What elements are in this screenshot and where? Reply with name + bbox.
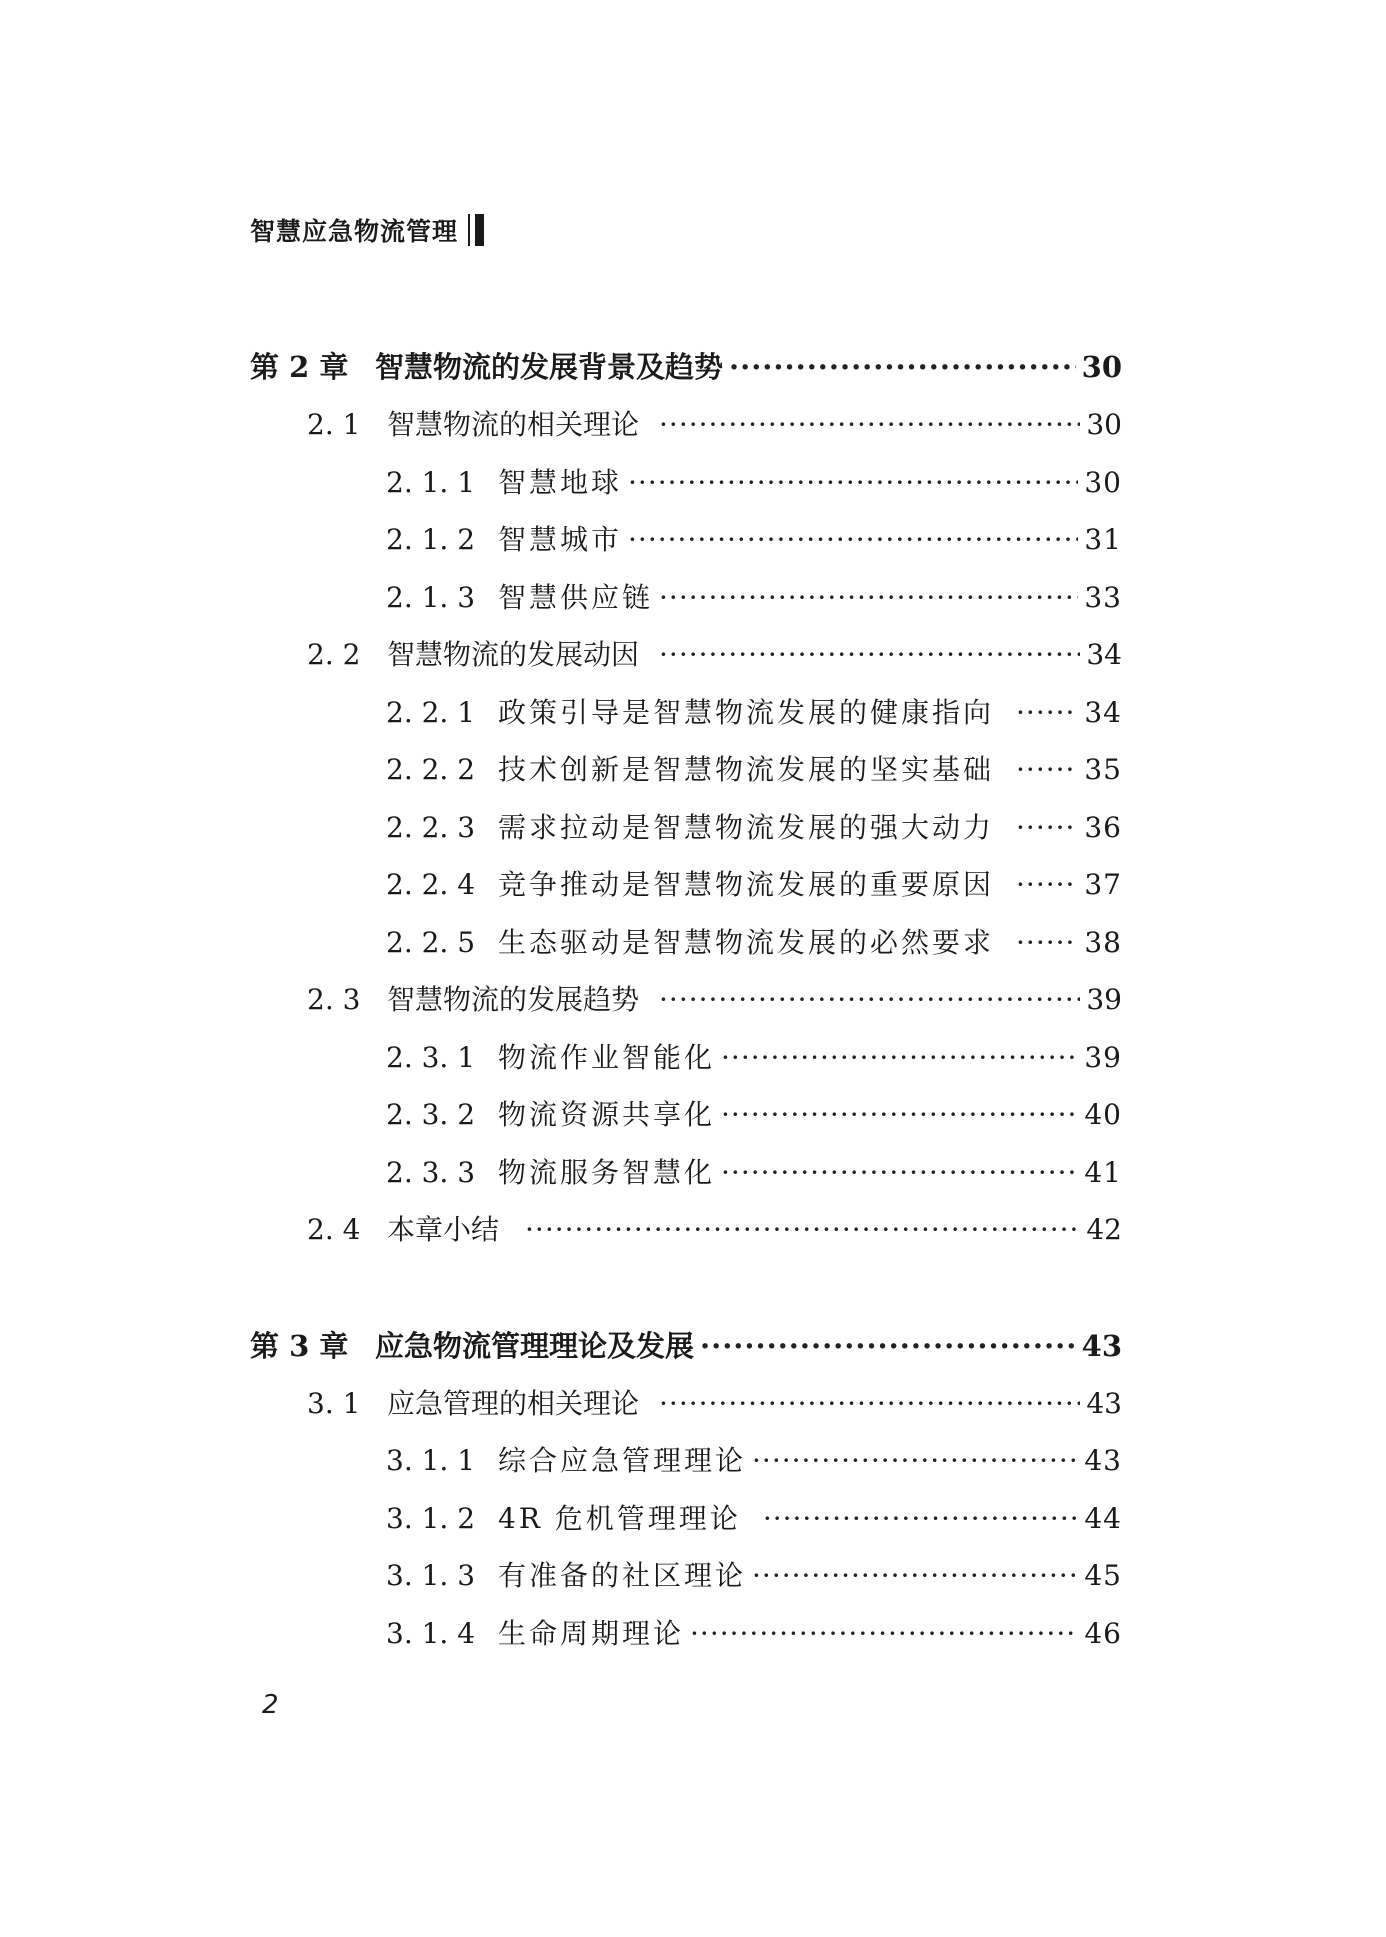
toc-leader-dots <box>729 345 1076 389</box>
toc-entry-title: 竞争推动是智慧物流发展的重要原因 <box>498 868 995 901</box>
toc-entry[interactable] <box>250 345 1122 389</box>
toc-entry[interactable] <box>386 748 1122 792</box>
toc-leader-dots <box>659 978 1080 1022</box>
toc-entry[interactable] <box>386 461 1122 505</box>
toc-entry-number: 2. 3 <box>307 983 361 1016</box>
toc-entry[interactable] <box>386 1093 1122 1137</box>
toc-entry-number: 2. 2. 5 <box>386 926 476 959</box>
toc-entry-number: 2. 3. 3 <box>386 1156 476 1189</box>
toc-entry-title: 技术创新是智慧物流发展的坚实基础 <box>498 753 995 786</box>
toc-entry-title: 智慧物流的相关理论 <box>387 408 640 441</box>
toc-entry-page: 39 <box>1086 983 1122 1016</box>
toc-leader-dots <box>1016 748 1078 792</box>
toc-entry-title: 本章小结 <box>387 1213 500 1246</box>
toc-entry-number: 2. 2 <box>307 638 361 671</box>
toc-entry[interactable] <box>307 1382 1122 1426</box>
page-number: 2 <box>262 1690 279 1720</box>
header-bar-thick <box>475 214 484 246</box>
toc-entry-number: 3. 1. 4 <box>386 1617 476 1650</box>
toc-entry-page: 34 <box>1084 696 1122 729</box>
toc-entry-number: 3. 1. 3 <box>386 1559 476 1592</box>
toc-entry[interactable] <box>250 1324 1122 1368</box>
toc-entry[interactable] <box>386 576 1122 620</box>
toc-entry-number: 2. 2. 4 <box>386 868 476 901</box>
toc-leader-dots <box>700 1324 1076 1368</box>
toc-entry-number: 2. 3. 1 <box>386 1041 476 1074</box>
toc-entry-number: 2. 2. 3 <box>386 811 476 844</box>
toc-entry-page: 46 <box>1084 1617 1122 1650</box>
toc-entry-page: 34 <box>1086 638 1122 671</box>
toc-leader-dots <box>1016 691 1078 735</box>
toc-entry[interactable] <box>386 806 1122 850</box>
toc-entry-title: 智慧供应链 <box>498 581 654 614</box>
toc-leader-dots <box>1016 921 1078 965</box>
toc-leader-dots <box>659 403 1080 447</box>
toc-entry-number: 2. 1. 1 <box>386 466 476 499</box>
toc-leader-dots <box>690 1612 1078 1656</box>
toc-entry-title: 智慧地球 <box>498 466 623 499</box>
toc-entry[interactable] <box>307 633 1122 677</box>
toc-entry-title: 综合应急管理理论 <box>498 1444 747 1477</box>
toc-leader-dots <box>752 1439 1078 1483</box>
toc-entry[interactable] <box>386 1554 1122 1598</box>
toc-leader-dots <box>628 518 1078 562</box>
toc-entry-number: 2. 1 <box>307 408 361 441</box>
toc-entry-title: 智慧物流的发展背景及趋势 <box>375 350 724 384</box>
toc-entry[interactable] <box>386 1036 1122 1080</box>
toc-entry-page: 33 <box>1084 581 1122 614</box>
toc-entry[interactable] <box>307 978 1122 1022</box>
toc-leader-dots <box>763 1497 1079 1541</box>
toc-leader-dots <box>628 461 1078 505</box>
toc-entry-page: 44 <box>1084 1502 1122 1535</box>
toc-entry[interactable] <box>307 403 1122 447</box>
toc-entry-number: 2. 2. 1 <box>386 696 476 729</box>
toc-entry-number: 3. 1. 2 <box>386 1502 476 1535</box>
toc-entry-page: 39 <box>1084 1041 1122 1074</box>
toc-entry-title: 有准备的社区理论 <box>498 1559 747 1592</box>
toc-entry-page: 35 <box>1084 753 1122 786</box>
toc-entry[interactable] <box>386 1439 1122 1483</box>
toc-leader-dots <box>721 1036 1078 1080</box>
toc-entry-number: 3. 1. 1 <box>386 1444 476 1477</box>
toc-leader-dots <box>1016 863 1078 907</box>
header-bar-mark <box>468 213 484 247</box>
toc-leader-dots <box>1016 806 1078 850</box>
toc-entry-page: 43 <box>1084 1444 1122 1477</box>
toc-entry-page: 45 <box>1084 1559 1122 1592</box>
header-bar-thin <box>468 214 470 246</box>
toc-entry-title: 应急管理的相关理论 <box>387 1387 640 1420</box>
toc-entry[interactable] <box>386 921 1122 965</box>
toc-entry-title: 智慧城市 <box>498 523 623 556</box>
toc-entry-title: 生态驱动是智慧物流发展的必然要求 <box>498 926 995 959</box>
toc-entry-number: 第 3 章 <box>250 1329 349 1363</box>
toc-entry-title: 智慧物流的发展趋势 <box>387 983 640 1016</box>
toc-entry-page: 43 <box>1081 1329 1122 1363</box>
toc-entry-page: 31 <box>1084 523 1122 556</box>
toc-leader-dots <box>721 1151 1078 1195</box>
toc-entry-title: 物流资源共享化 <box>498 1098 716 1131</box>
toc-entry-number: 第 2 章 <box>250 350 349 384</box>
toc-entry-number: 2. 1. 3 <box>386 581 476 614</box>
toc-entry-number: 2. 1. 2 <box>386 523 476 556</box>
toc-entry[interactable] <box>307 1208 1122 1252</box>
toc-entry[interactable] <box>386 1497 1122 1541</box>
toc-entry-number: 2. 4 <box>307 1213 361 1246</box>
toc-leader-dots <box>659 633 1080 677</box>
toc-leader-dots <box>659 1382 1080 1426</box>
toc-entry-page: 38 <box>1084 926 1122 959</box>
toc-entry[interactable] <box>386 1612 1122 1656</box>
toc-entry-title: 4R 危机管理理论 <box>498 1502 741 1535</box>
toc-leader-dots <box>721 1093 1078 1137</box>
running-header-title: 智慧应急物流管理 <box>250 217 459 246</box>
toc-entry-page: 43 <box>1086 1387 1122 1420</box>
toc-entry-title: 需求拉动是智慧物流发展的强大动力 <box>498 811 995 844</box>
toc-entry-title: 生命周期理论 <box>498 1617 685 1650</box>
toc-entry-number: 2. 3. 2 <box>386 1098 476 1131</box>
toc-entry-page: 37 <box>1084 868 1122 901</box>
toc-entry-title: 政策引导是智慧物流发展的健康指向 <box>498 696 995 729</box>
toc-entry[interactable] <box>386 1151 1122 1195</box>
toc-entry-title: 智慧物流的发展动因 <box>387 638 640 671</box>
toc-entry-page: 40 <box>1084 1098 1122 1131</box>
toc-entry-number: 2. 2. 2 <box>386 753 476 786</box>
toc-entry-page: 30 <box>1086 408 1122 441</box>
toc-entry-page: 30 <box>1084 466 1122 499</box>
toc-entry[interactable] <box>386 863 1122 907</box>
toc-leader-dots <box>752 1554 1078 1598</box>
toc-entry-title: 物流作业智能化 <box>498 1041 716 1074</box>
toc-entry-page: 41 <box>1084 1156 1122 1189</box>
toc-entry[interactable] <box>386 518 1122 562</box>
toc-entry-page: 42 <box>1086 1213 1122 1246</box>
running-header <box>250 212 484 248</box>
toc-entry-number: 3. 1 <box>307 1387 361 1420</box>
toc-entry[interactable] <box>386 691 1122 735</box>
toc-entry-page: 36 <box>1084 811 1122 844</box>
toc-entry-title: 应急物流管理理论及发展 <box>375 1329 695 1363</box>
toc-entry-title: 物流服务智慧化 <box>498 1156 716 1189</box>
toc-leader-dots <box>525 1208 1080 1252</box>
toc-entry-page: 30 <box>1081 350 1122 384</box>
toc-leader-dots <box>659 576 1078 620</box>
